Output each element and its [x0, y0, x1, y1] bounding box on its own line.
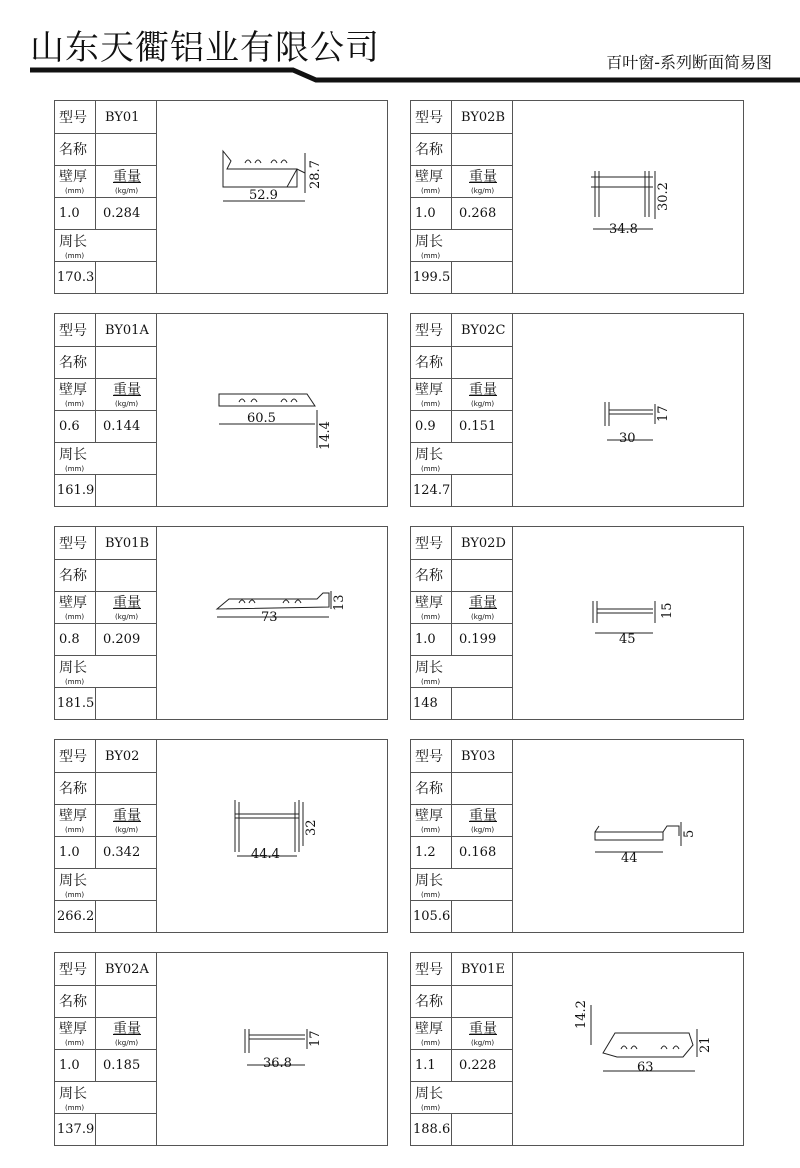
- perimeter-label: 周长: [415, 660, 443, 676]
- row-divider: [411, 197, 512, 198]
- name-label: 名称: [59, 994, 87, 1010]
- perimeter-unit: (mm): [65, 465, 85, 473]
- weight-label: 重量: [113, 382, 141, 398]
- name-label: 名称: [415, 994, 443, 1010]
- row-divider: [55, 229, 156, 230]
- col-divider: [95, 900, 96, 933]
- col-divider: [451, 1113, 452, 1146]
- wall-unit: (mm): [65, 187, 85, 195]
- row-divider: [55, 261, 156, 262]
- name-label: 名称: [415, 568, 443, 584]
- weight-value: 0.209: [103, 632, 141, 647]
- profile-drawing: [513, 740, 745, 933]
- model-value: BY02D: [461, 536, 506, 551]
- row-divider: [55, 442, 156, 443]
- dimension-label: 34.8: [609, 222, 638, 237]
- model-label: 型号: [59, 536, 87, 552]
- col-divider: [95, 261, 96, 294]
- profile-drawing: [513, 953, 745, 1146]
- model-label: 型号: [415, 323, 443, 339]
- row-divider: [55, 985, 156, 986]
- row-divider: [411, 985, 512, 986]
- dimension-label: 17: [656, 405, 671, 422]
- dimension-label: 15: [660, 602, 675, 619]
- profile-card: [410, 952, 744, 1146]
- perimeter-unit: (mm): [421, 891, 441, 899]
- dimension-label: 30: [619, 431, 636, 446]
- weight-unit: (kg/m): [471, 400, 495, 408]
- weight-unit: (kg/m): [115, 400, 139, 408]
- profile-card: [410, 526, 744, 720]
- model-label: 型号: [415, 536, 443, 552]
- weight-value: 0.284: [103, 206, 141, 221]
- col-divider: [451, 687, 452, 720]
- profile-section-svg: [513, 953, 745, 1146]
- perimeter-value: 266.2: [57, 909, 95, 924]
- perimeter-label: 周长: [59, 1086, 87, 1102]
- model-value: BY01B: [105, 536, 150, 551]
- wall-value: 1.0: [415, 632, 436, 647]
- wall-label: 壁厚: [59, 808, 87, 824]
- company-name: 山东天衢铝业有限公司: [30, 28, 380, 68]
- profile-drawing: [513, 314, 745, 507]
- model-label: 型号: [59, 749, 87, 765]
- row-divider: [411, 229, 512, 230]
- profile-section-svg: [157, 101, 389, 294]
- row-divider: [55, 378, 156, 379]
- col-divider: [95, 474, 96, 507]
- weight-label: 重量: [113, 169, 141, 185]
- perimeter-value: 148: [413, 696, 438, 711]
- row-divider: [55, 559, 156, 560]
- name-label: 名称: [59, 781, 87, 797]
- dimension-label: 73: [261, 610, 278, 625]
- row-divider: [55, 1049, 156, 1050]
- model-value: BY01A: [105, 323, 149, 338]
- row-divider: [411, 261, 512, 262]
- dimension-label: 60.5: [247, 411, 276, 426]
- weight-value: 0.342: [103, 845, 141, 860]
- model-label: 型号: [415, 110, 443, 126]
- row-divider: [55, 474, 156, 475]
- row-divider: [55, 900, 156, 901]
- dimension-label: 63: [637, 1060, 654, 1075]
- row-divider: [55, 868, 156, 869]
- wall-unit: (mm): [65, 400, 85, 408]
- perimeter-value: 188.6: [413, 1122, 451, 1137]
- dimension-label: 52.9: [249, 188, 278, 203]
- row-divider: [411, 1049, 512, 1050]
- wall-label: 壁厚: [415, 595, 443, 611]
- profile-section-svg: [157, 740, 389, 933]
- row-divider: [55, 772, 156, 773]
- row-divider: [411, 687, 512, 688]
- perimeter-unit: (mm): [65, 252, 85, 260]
- weight-label: 重量: [469, 595, 497, 611]
- wall-value: 0.6: [59, 419, 80, 434]
- wall-label: 壁厚: [415, 1021, 443, 1037]
- perimeter-unit: (mm): [421, 678, 441, 686]
- dimension-label: 44: [621, 851, 638, 866]
- weight-label: 重量: [469, 1021, 497, 1037]
- profile-card: [410, 739, 744, 933]
- profile-card: [54, 526, 388, 720]
- row-divider: [411, 1017, 512, 1018]
- perimeter-unit: (mm): [421, 465, 441, 473]
- perimeter-unit: (mm): [421, 252, 441, 260]
- name-label: 名称: [415, 355, 443, 371]
- name-label: 名称: [415, 781, 443, 797]
- name-label: 名称: [59, 355, 87, 371]
- wall-value: 1.2: [415, 845, 436, 860]
- dimension-label: 21: [698, 1036, 713, 1053]
- wall-label: 壁厚: [59, 382, 87, 398]
- dimension-label: 44.4: [251, 847, 280, 862]
- row-divider: [411, 836, 512, 837]
- model-value: BY02B: [461, 110, 506, 125]
- row-divider: [411, 772, 512, 773]
- wall-unit: (mm): [65, 826, 85, 834]
- weight-value: 0.151: [459, 419, 497, 434]
- row-divider: [411, 591, 512, 592]
- document-subtitle: 百叶窗-系列断面简易图: [606, 53, 772, 72]
- perimeter-value: 105.6: [413, 909, 451, 924]
- row-divider: [55, 197, 156, 198]
- model-value: BY02C: [461, 323, 506, 338]
- model-label: 型号: [415, 962, 443, 978]
- model-label: 型号: [59, 962, 87, 978]
- perimeter-label: 周长: [59, 447, 87, 463]
- col-divider: [95, 687, 96, 720]
- col-divider: [451, 261, 452, 294]
- profile-card: [54, 952, 388, 1146]
- wall-unit: (mm): [421, 400, 441, 408]
- row-divider: [411, 410, 512, 411]
- perimeter-unit: (mm): [65, 891, 85, 899]
- wall-value: 1.0: [59, 1058, 80, 1073]
- row-divider: [411, 655, 512, 656]
- model-value: BY01E: [461, 962, 505, 977]
- row-divider: [55, 687, 156, 688]
- row-divider: [411, 900, 512, 901]
- profile-section-svg: [157, 953, 389, 1146]
- perimeter-label: 周长: [415, 234, 443, 250]
- col-divider: [95, 1113, 96, 1146]
- row-divider: [55, 1113, 156, 1114]
- row-divider: [55, 804, 156, 805]
- weight-label: 重量: [113, 1021, 141, 1037]
- profile-drawing: [513, 527, 745, 720]
- row-divider: [55, 591, 156, 592]
- profile-drawing: [513, 101, 745, 294]
- wall-value: 1.0: [59, 845, 80, 860]
- profile-card: [410, 313, 744, 507]
- weight-label: 重量: [113, 808, 141, 824]
- row-divider: [411, 804, 512, 805]
- perimeter-value: 137.9: [57, 1122, 95, 1137]
- row-divider: [55, 1081, 156, 1082]
- profile-drawing: [157, 740, 389, 933]
- perimeter-unit: (mm): [65, 1104, 85, 1112]
- weight-label: 重量: [469, 169, 497, 185]
- wall-unit: (mm): [421, 187, 441, 195]
- perimeter-value: 170.3: [57, 270, 95, 285]
- wall-label: 壁厚: [415, 808, 443, 824]
- wall-value: 1.0: [415, 206, 436, 221]
- weight-unit: (kg/m): [471, 613, 495, 621]
- row-divider: [55, 410, 156, 411]
- model-value: BY01: [105, 110, 140, 125]
- wall-label: 壁厚: [59, 169, 87, 185]
- dimension-label: 28.7: [308, 160, 323, 189]
- row-divider: [411, 346, 512, 347]
- dimension-label: 45: [619, 632, 636, 647]
- model-value: BY02A: [105, 962, 149, 977]
- weight-value: 0.185: [103, 1058, 141, 1073]
- dimension-label: 32: [304, 819, 319, 836]
- perimeter-unit: (mm): [65, 678, 85, 686]
- weight-value: 0.268: [459, 206, 497, 221]
- weight-unit: (kg/m): [115, 826, 139, 834]
- profile-card: [54, 739, 388, 933]
- row-divider: [55, 836, 156, 837]
- perimeter-value: 161.9: [57, 483, 95, 498]
- row-divider: [411, 559, 512, 560]
- profile-card: [54, 313, 388, 507]
- weight-value: 0.144: [103, 419, 141, 434]
- col-divider: [451, 900, 452, 933]
- wall-value: 0.9: [415, 419, 436, 434]
- model-value: BY02: [105, 749, 140, 764]
- model-value: BY03: [461, 749, 496, 764]
- perimeter-unit: (mm): [421, 1104, 441, 1112]
- perimeter-label: 周长: [59, 873, 87, 889]
- row-divider: [55, 623, 156, 624]
- wall-value: 0.8: [59, 632, 80, 647]
- perimeter-label: 周长: [415, 873, 443, 889]
- name-label: 名称: [59, 568, 87, 584]
- wall-unit: (mm): [421, 826, 441, 834]
- wall-unit: (mm): [421, 1039, 441, 1047]
- weight-value: 0.199: [459, 632, 497, 647]
- weight-label: 重量: [469, 382, 497, 398]
- perimeter-value: 199.5: [413, 270, 451, 285]
- wall-value: 1.1: [415, 1058, 436, 1073]
- dimension-label: 14.4: [318, 421, 333, 450]
- dimension-label: 14.2: [574, 1000, 589, 1029]
- dimension-label: 5: [682, 829, 697, 838]
- dimension-label: 17: [308, 1030, 323, 1047]
- weight-unit: (kg/m): [471, 1039, 495, 1047]
- perimeter-label: 周长: [59, 660, 87, 676]
- row-divider: [55, 165, 156, 166]
- row-divider: [411, 442, 512, 443]
- wall-unit: (mm): [421, 613, 441, 621]
- col-divider: [451, 474, 452, 507]
- row-divider: [411, 1113, 512, 1114]
- wall-label: 壁厚: [59, 595, 87, 611]
- wall-unit: (mm): [65, 613, 85, 621]
- model-label: 型号: [415, 749, 443, 765]
- wall-label: 壁厚: [59, 1021, 87, 1037]
- weight-value: 0.228: [459, 1058, 497, 1073]
- wall-unit: (mm): [65, 1039, 85, 1047]
- row-divider: [411, 474, 512, 475]
- weight-unit: (kg/m): [115, 187, 139, 195]
- weight-unit: (kg/m): [471, 826, 495, 834]
- profile-section-svg: [157, 527, 389, 720]
- profile-card: [54, 100, 388, 294]
- name-label: 名称: [415, 142, 443, 158]
- row-divider: [55, 133, 156, 134]
- row-divider: [411, 378, 512, 379]
- row-divider: [411, 1081, 512, 1082]
- row-divider: [55, 655, 156, 656]
- profile-section-svg: [157, 314, 389, 507]
- name-label: 名称: [59, 142, 87, 158]
- dimension-label: 30.2: [656, 182, 671, 211]
- dimension-label: 36.8: [263, 1056, 292, 1071]
- profile-section-svg: [513, 527, 745, 720]
- profile-section-svg: [513, 740, 745, 933]
- wall-label: 壁厚: [415, 169, 443, 185]
- perimeter-label: 周长: [415, 447, 443, 463]
- row-divider: [411, 133, 512, 134]
- perimeter-label: 周长: [59, 234, 87, 250]
- weight-label: 重量: [113, 595, 141, 611]
- wall-value: 1.0: [59, 206, 80, 221]
- profile-section-svg: [513, 101, 745, 294]
- weight-unit: (kg/m): [471, 187, 495, 195]
- wall-label: 壁厚: [415, 382, 443, 398]
- perimeter-value: 181.5: [57, 696, 95, 711]
- header-rule: [0, 0, 800, 90]
- profile-section-svg: [513, 314, 745, 507]
- perimeter-value: 124.7: [413, 483, 451, 498]
- weight-unit: (kg/m): [115, 613, 139, 621]
- row-divider: [411, 623, 512, 624]
- weight-value: 0.168: [459, 845, 497, 860]
- model-label: 型号: [59, 110, 87, 126]
- profile-card: [410, 100, 744, 294]
- weight-unit: (kg/m): [115, 1039, 139, 1047]
- row-divider: [55, 346, 156, 347]
- weight-label: 重量: [469, 808, 497, 824]
- row-divider: [411, 165, 512, 166]
- model-label: 型号: [59, 323, 87, 339]
- profile-drawing: [157, 527, 389, 720]
- perimeter-label: 周长: [415, 1086, 443, 1102]
- row-divider: [411, 868, 512, 869]
- profile-drawing: [157, 953, 389, 1146]
- row-divider: [55, 1017, 156, 1018]
- profile-drawing: [157, 101, 389, 294]
- dimension-label: 13: [332, 594, 347, 611]
- profile-drawing: [157, 314, 389, 507]
